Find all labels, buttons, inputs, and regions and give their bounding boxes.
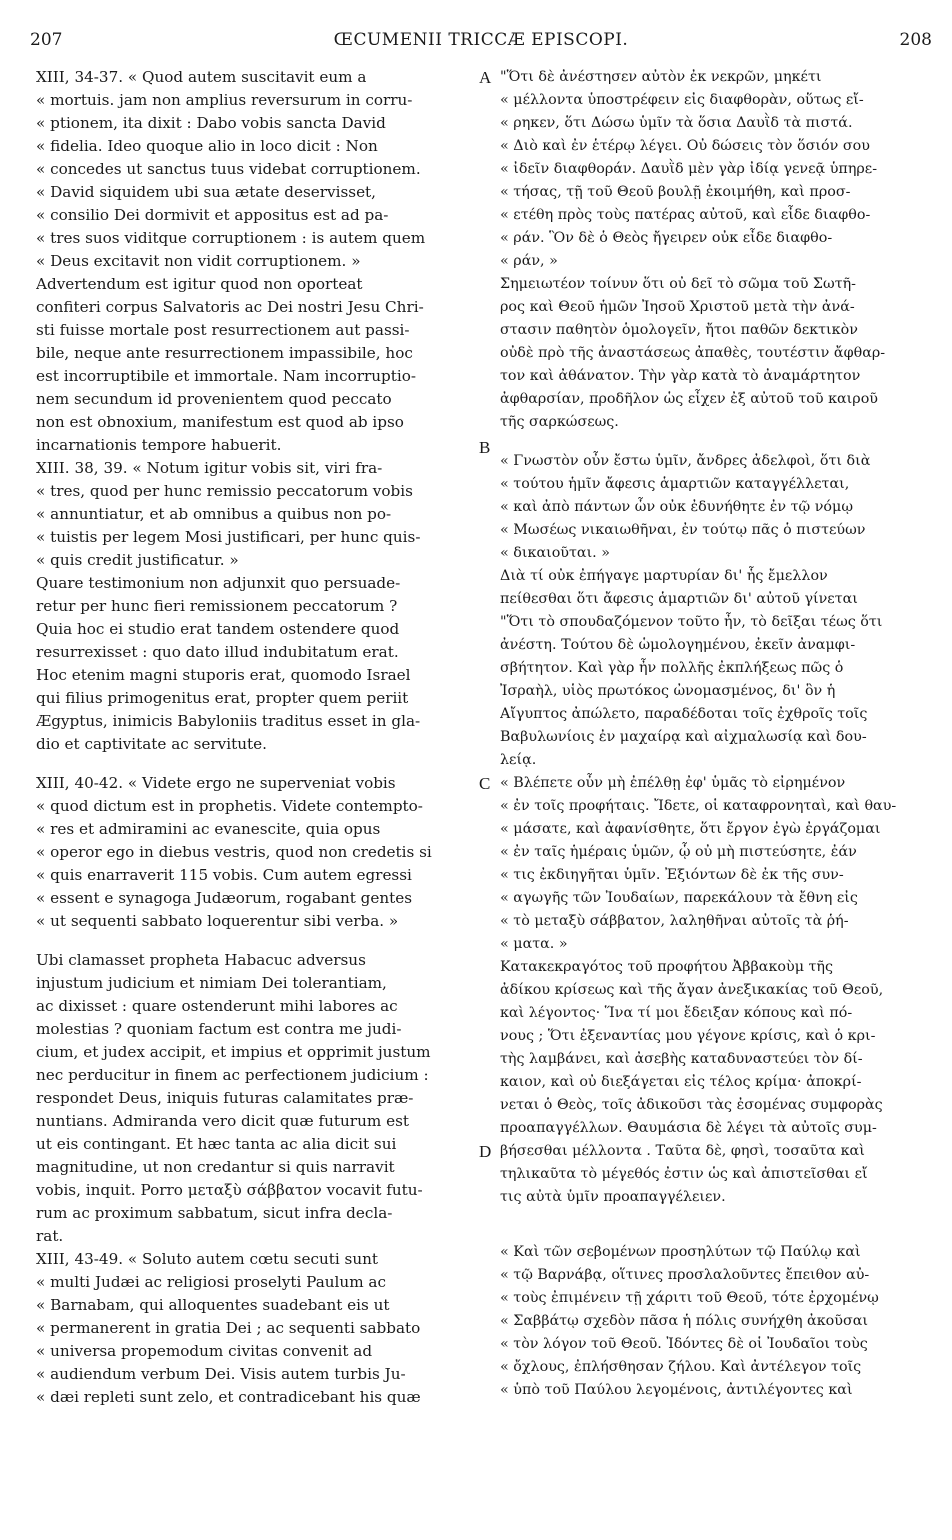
text-line: « τοὺς ἐπιμένειν τῇ χάριτι τοῦ Θεοῦ, τότε ἐρχομένῳ: [500, 1290, 879, 1306]
text-line: "Ὅτι δὲ ἀνέστησεν αὐτὸν ἐκ νεκρῶν, μηκέτι: [500, 69, 822, 85]
text-line: "Ὅτι τὸ σπουδαζόμενον τοῦτο ἦν, τὸ δεῖξαι τέως ὅτι: [500, 614, 883, 630]
text-line: ἀνέστη. Τούτου δὲ ὡμολογημένου, ἐκεῖν ἀναμφι-: [500, 637, 856, 653]
text-line: « quis enarraverit 115 vobis. Cum autem egressi: [36, 866, 412, 884]
text-line: « Μωσέως νικαιωθῆναι, ἐν τούτῳ πᾶς ὁ πιστεύων: [500, 522, 866, 538]
text-line: τον καὶ ἀθάνατον. Τὴν γὰρ κατὰ τὸ ἀναμάρτητον: [500, 368, 861, 384]
text-line: ἀφθαρσίαν, προδῆλον ὡς εἶχεν ἐξ αὐτοῦ τοῦ καιροῦ: [500, 391, 878, 407]
text-line: qui filius primogenitus erat, propter quem periit: [36, 689, 409, 707]
text-line: « quis credit justificatur. »: [36, 551, 239, 569]
text-line: Ægyptus, inimicis Babyloniis traditus esset in gla-: [36, 712, 421, 730]
paragraph-gap: [36, 933, 474, 949]
text-line: Quia hoc ei studio erat tandem ostendere quod: [36, 620, 400, 638]
text-line: « audiendum verbum Dei. Visis autem turbis Ju-: [36, 1365, 406, 1383]
text-line: « Γνωστὸν οὖν ἔστω ὑμῖν, ἄνδρες ἀδελφοὶ, ὅτι διὰ: [500, 453, 871, 469]
text-line: « ἰδεῖν διαφθοράν. Δαυῒδ μὲν γὰρ ἰδίᾳ γενεᾷ ὑπηρε-: [500, 161, 878, 177]
text-line: Advertendum est igitur quod non oporteat: [36, 275, 363, 293]
page-header: [30, 30, 932, 56]
text-line: magnitudine, ut non credantur si quis narravit: [36, 1158, 395, 1176]
text-line: cium, et judex accipit, et impius et opprimit justum: [36, 1043, 431, 1061]
text-line: ρος καὶ Θεοῦ ἡμῶν Ἰησοῦ Χριστοῦ μετὰ τὴν ἀνά-: [500, 299, 855, 315]
margin-marker-d: D: [479, 1142, 492, 1161]
text-line: « καὶ ἀπὸ πάντων ὧν οὐκ ἐδυνήθητε ἐν τῷ νόμῳ: [500, 499, 853, 515]
text-line: est incorruptibile et immortale. Nam incorruptio-: [36, 367, 416, 385]
text-line: καὶ λέγοντος· Ἵνα τί μοι ἔδειξαν κόπους καὶ πό-: [500, 1005, 853, 1021]
text-line: « dæi repleti sunt zelo, et contradicebant his quæ: [36, 1388, 421, 1406]
text-line: ut eis contingant. Et hæc tanta ac alia dicit sui: [36, 1135, 397, 1153]
text-line: νεται ὁ Θεὸς, τοῖς ἀδικοῦσι τὰς ἐσομένας συμφορὰς: [500, 1097, 883, 1113]
paragraph-gap: [500, 1225, 934, 1241]
text-line: injustum judicium et nimiam Dei tolerantiam,: [36, 974, 387, 992]
paragraph-gap: [36, 756, 474, 772]
text-line: « permanerent in gratia Dei ; ac sequenti sabbato: [36, 1319, 421, 1337]
text-line: « ἐν τοῖς προφήταις. Ἴδετε, οἱ καταφρονηταὶ, καὶ θαυ-: [500, 798, 897, 814]
text-line: Quare testimonium non adjunxit quo persuade-: [36, 574, 401, 592]
text-line: « annuntiatur, et ab omnibus a quibus non po-: [36, 505, 392, 523]
text-line: sti fuisse mortale post resurrectionem aut passi-: [36, 321, 410, 339]
page-number-left: 207: [30, 30, 63, 50]
text-line: « ράν, »: [500, 253, 558, 269]
text-line: XIII, 34-37. « Quod autem suscitavit eum a: [36, 68, 367, 86]
text-line: « μέλλοντα ὑποστρέφειν εἰς διαφθορὰν, οὕτως εἴ-: [500, 92, 864, 108]
text-line: vobis, inquit. Porro μεταξὺ σάββατον vocavit futu-: [36, 1181, 423, 1199]
text-line: « fidelia. Ideo quoque alio in loco dicit : Non: [36, 137, 378, 155]
paragraph-gap: [500, 434, 934, 450]
text-line: nec perducitur in finem ac perfectionem judicium :: [36, 1066, 429, 1084]
text-line: nem secundum id provenientem quod peccato: [36, 390, 392, 408]
text-line: dio et captivitate ac servitute.: [36, 735, 267, 753]
text-line: ἀδίκου κρίσεως καὶ τῆς ἄγαν ἀνεξικακίας τοῦ Θεοῦ,: [500, 982, 884, 998]
text-line: τῆς σαρκώσεως.: [500, 414, 619, 430]
text-line: « consilio Dei dormivit et appositus est ad pa-: [36, 206, 389, 224]
text-line: « concedes ut sanctus tuus videbat corruptionem.: [36, 160, 421, 178]
text-line: καιον, καὶ οὐ διεξάγεται εἰς τέλος κρίμα· ἀποκρί-: [500, 1074, 862, 1090]
latin-column: [36, 66, 474, 1409]
text-line: resurrexisset : quo dato illud indubitatum erat.: [36, 643, 399, 661]
text-line: « ptionem, ita dixit : Dabo vobis sancta David: [36, 114, 386, 132]
text-line: « ετέθη πρὸς τοὺς πατέρας αὐτοῦ, καὶ εἶδε διαφθο-: [500, 207, 871, 223]
text-line: « tres suos viditque corruptionem : is autem quem: [36, 229, 426, 247]
text-line: βήσεσθαι μέλλοντα . Ταῦτα δὲ, φησὶ, τοσαῦτα καὶ: [500, 1143, 865, 1159]
text-line: « quod dictum est in prophetis. Videte contempto-: [36, 797, 423, 815]
text-line: λείᾳ.: [500, 752, 537, 768]
text-line: rum ac proximum sabbatum, sicut infra decla-: [36, 1204, 393, 1222]
text-line: Διὰ τί οὐκ ἐπήγαγε μαρτυρίαν δι' ἧς ἔμελλον: [500, 568, 828, 584]
text-line: « ὑπὸ τοῦ Παύλου λεγομένοις, ἀντιλέγοντες καὶ: [500, 1382, 853, 1398]
text-line: XIII. 38, 39. « Notum igitur vobis sit, viri fra-: [36, 459, 383, 477]
text-line: XIII, 43-49. « Soluto autem cœtu secuti sunt: [36, 1250, 378, 1268]
text-line: « essent e synagoga Judæorum, rogabant gentes: [36, 889, 413, 907]
paragraph-gap: [500, 1209, 934, 1225]
text-line: « Βλέπετε οὖν μὴ ἐπέλθῃ ἐφ' ὑμᾶς τὸ εἰρημένον: [500, 775, 846, 791]
text-line: « Barnabam, qui alloquentes suadebant eis ut: [36, 1296, 390, 1314]
text-line: « multi Judæi ac religiosi proselyti Paulum ac: [36, 1273, 386, 1291]
text-line: « Διὸ καὶ ἐν ἑτέρῳ λέγει. Οὐ δώσεις τὸν ὅσιόν σου: [500, 138, 870, 154]
margin-marker-c: C: [479, 774, 491, 793]
text-line: incarnationis tempore habuerit.: [36, 436, 282, 454]
text-line: « τῷ Βαρνάβᾳ, οἵτινες προσλαλοῦντες ἔπειθον αὐ-: [500, 1267, 870, 1283]
text-line: XIII, 40-42. « Videte ergo ne superveniat vobis: [36, 774, 396, 792]
text-line: τὴς λαμβάνει, καὶ ἀσεβὴς καταδυναστεύει τὸν δί-: [500, 1051, 863, 1067]
text-line: « mortuis. jam non amplius reversurum in corru-: [36, 91, 413, 109]
text-line: Αἴγυπτος ἀπώλετο, παραδέδοται τοῖς ἐχθροῖς τοῖς: [500, 706, 868, 722]
text-line: « μάσατε, καὶ ἀφανίσθητε, ὅτι ἔργον ἐγὼ ἐργάζομαι: [500, 821, 881, 837]
margin-marker-b: B: [479, 438, 491, 457]
text-line: τηλικαῦτα τὸ μέγεθός ἐστιν ὡς καὶ ἀπιστεῖσθαι εἴ: [500, 1166, 868, 1182]
text-line: nuntians. Admiranda vero dicit quæ futurum est: [36, 1112, 409, 1130]
text-line: τις αὐτὰ ὑμῖν προαπαγγέλειεν.: [500, 1189, 726, 1205]
text-line: « tres, quod per hunc remissio peccatorum vobis: [36, 482, 413, 500]
margin-marker-a: A: [479, 68, 492, 87]
text-line: Κατακεκραγότος τοῦ προφήτου Ἀββακοὺμ τῆς: [500, 959, 834, 975]
text-line: Σημειωτέον τοίνυν ὅτι οὐ δεῖ τὸ σῶμα τοῦ Σωτῆ-: [500, 276, 857, 292]
text-line: οὐδὲ πρὸ τῆς ἀναστάσεως ἀπαθὲς, τουτέστιν ἄφθαρ-: [500, 345, 886, 361]
text-line: bile, neque ante resurrectionem impassibile, hoc: [36, 344, 413, 362]
text-line: molestias ? quoniam factum est contra me judi-: [36, 1020, 402, 1038]
text-line: νους ; Ὅτι ἐξεναντίας μου γέγονε κρίσις, καὶ ὁ κρι-: [500, 1028, 876, 1044]
text-line: « Καὶ τῶν σεβομένων προσηλύτων τῷ Παύλῳ καὶ: [500, 1244, 861, 1260]
text-line: respondet Deus, iniquis futuras calamitates præ-: [36, 1089, 414, 1107]
text-line: « τὸν λόγον τοῦ Θεοῦ. Ἰδόντες δὲ οἱ Ἰουδαῖοι τοὺς: [500, 1336, 868, 1352]
text-line: « ράν. Ὃν δὲ ὁ Θεὸς ἤγειρεν οὐκ εἶδε διαφθο-: [500, 230, 833, 246]
text-line: « τὸ μεταξὺ σάββατον, λαληθῆναι αὐτοῖς τὰ ῥή-: [500, 913, 849, 929]
text-line: confiteri corpus Salvatoris ac Dei nostri Jesu Chri-: [36, 298, 424, 316]
text-line: « res et admiramini ac evanescite, quia opus: [36, 820, 381, 838]
text-line: Βαβυλωνίοις ἐν μαχαίρᾳ καὶ αἰχμαλωσίᾳ καὶ δου-: [500, 729, 867, 745]
text-line: « tuistis per legem Mosi justificari, per hunc quis-: [36, 528, 421, 546]
running-title: ŒCUMENII TRICCÆ EPISCOPI.: [333, 30, 629, 50]
page-number-right: 208: [899, 30, 932, 50]
text-line: « τήσας, τῇ τοῦ Θεοῦ βουλῇ ἐκοιμήθη, καὶ προσ-: [500, 184, 851, 200]
text-line: « ut sequenti sabbato loquerentur sibi verba. »: [36, 912, 399, 930]
text-line: « ρηκεν, ὅτι Δώσω ὑμῖν τὰ ὅσια Δαυῒδ τὰ πιστά.: [500, 115, 853, 131]
text-line: « ὄχλους, ἐπλήσθησαν ζήλου. Καὶ ἀντέλεγον τοῖς: [500, 1359, 862, 1375]
text-line: « David siquidem ubi sua ætate deservisset,: [36, 183, 376, 201]
text-line: « Σαββάτῳ σχεδὸν πᾶσα ἡ πόλις συνήχθη ἀκοῦσαι: [500, 1313, 868, 1329]
text-line: rat.: [36, 1227, 64, 1245]
text-line: « αγωγῆς τῶν Ἰουδαίων, παρεκάλουν τὰ ἔθνη εἰς: [500, 890, 858, 906]
text-line: Ubi clamasset propheta Habacuc adversus: [36, 951, 366, 969]
text-line: « ἐν ταῖς ἡμέραις ὑμῶν, ᾧ οὐ μὴ πιστεύσητε, ἐάν: [500, 844, 857, 860]
text-line: « universa propemodum civitas convenit ad: [36, 1342, 373, 1360]
text-line: « Deus excitavit non vidit corruptionem. »: [36, 252, 361, 270]
text-line: Ἰσραὴλ, υἱὸς πρωτόκος ὠνομασμένος, δι' ὃν ἡ: [500, 683, 836, 699]
text-line: « operor ego in diebus vestris, quod non credetis si: [36, 843, 432, 861]
text-line: στασιν παθητὸν ὁμολογεῖν, ἤτοι παθῶν δεκτικὸν: [500, 322, 858, 338]
text-line: Hoc etenim magni stuporis erat, quomodo Israel: [36, 666, 411, 684]
text-line: πείθεσθαι ὅτι ἄφεσις ἁμαρτιῶν δι' αὐτοῦ γίνεται: [500, 591, 858, 607]
text-line: retur per hunc fieri remissionem peccatorum ?: [36, 597, 398, 615]
text-line: « τούτου ἡμῖν ἄφεσις ἁμαρτιῶν καταγγέλλεται,: [500, 476, 850, 492]
greek-column: [500, 66, 934, 1402]
text-line: προαπαγγέλλων. Θαυμάσια δὲ λέγει τὰ αὐτοῖς συμ-: [500, 1120, 877, 1136]
text-line: « τις ἐκδιηγῆται ὑμῖν. Ἐξιόντων δὲ ἐκ τῆς συν-: [500, 867, 844, 883]
text-line: « ματα. »: [500, 936, 568, 952]
text-line: non est obnoxium, manifestum est quod ab ipso: [36, 413, 404, 431]
text-line: ac dixisset : quare ostenderunt mihi labores ac: [36, 997, 398, 1015]
text-line: « δικαιοῦται. »: [500, 545, 611, 561]
text-line: σβήτητον. Καὶ γὰρ ἦν πολλῆς ἐκπλήξεως πῶς ὁ: [500, 660, 844, 676]
